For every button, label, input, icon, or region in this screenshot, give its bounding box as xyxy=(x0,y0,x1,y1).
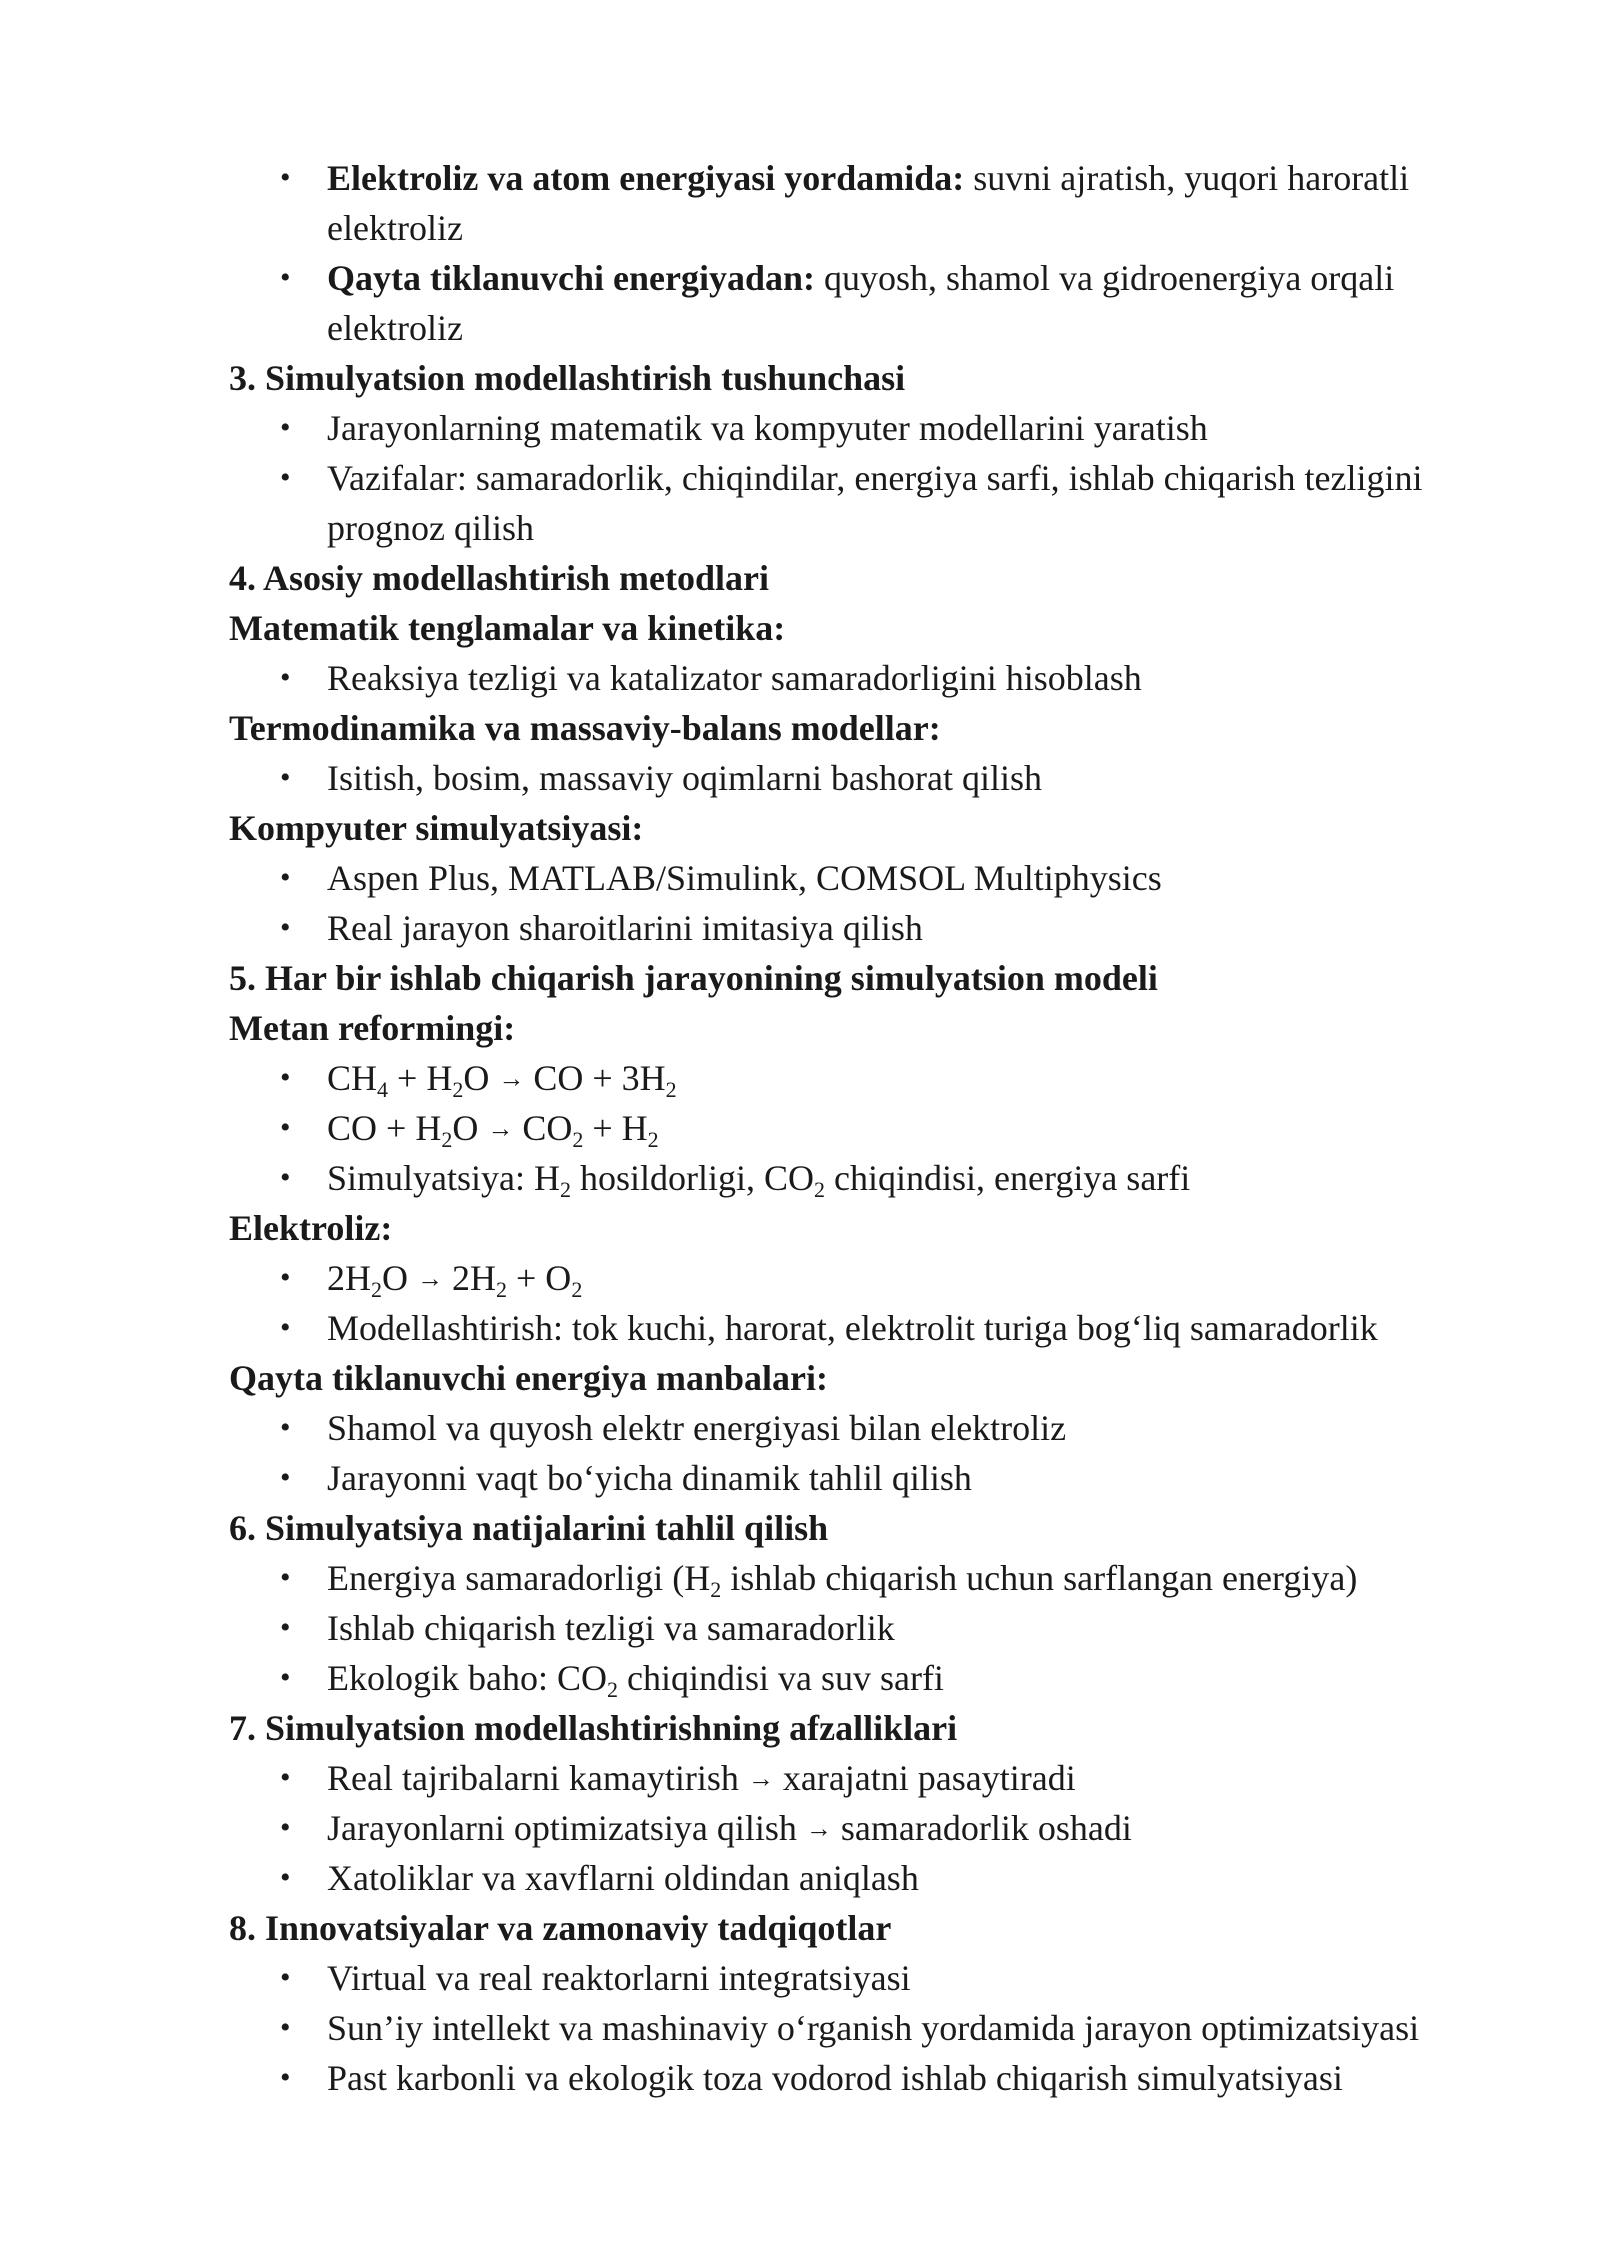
section-heading: 4. Asosiy modellashtirish metodlari xyxy=(229,558,770,598)
bullet: • xyxy=(280,1761,291,1794)
section-heading: 3. Simulyatsion modellashtirish tushunchasi xyxy=(229,358,906,398)
bullet: • xyxy=(280,661,291,694)
list-item-continuation: elektroliz xyxy=(327,208,463,248)
section-heading: 5. Har bir ishlab chiqarish jarayonining simulyatsion modeli xyxy=(229,958,1158,998)
list-item: Jarayonlarning matematik va kompyuter modellarini yaratish xyxy=(327,408,1208,448)
list-item xyxy=(327,1803,1132,1857)
bullet: • xyxy=(280,1061,291,1094)
list-item: Virtual va real reaktorlarni integratsiyasi xyxy=(327,1958,911,1998)
list-item: Past karbonli va ekologik toza vodorod ishlab chiqarish simulyatsiyasi xyxy=(327,2058,1343,2098)
list-item: Isitish, bosim, massaviy oqimlarni bashorat qilish xyxy=(327,758,1042,798)
bullet: • xyxy=(280,1411,291,1444)
bullet: • xyxy=(280,1561,291,1594)
bullet: • xyxy=(280,1261,291,1294)
subsection-heading: Elektroliz: xyxy=(229,1208,393,1248)
item-text: suvni ajratish, yuqori haroratli xyxy=(964,158,1410,198)
subsection-heading: Qayta tiklanuvchi energiya manbalari: xyxy=(229,1358,829,1398)
list-item: Aspen Plus, MATLAB/Simulink, COMSOL Multiphysics xyxy=(327,858,1162,898)
subsection-heading: Termodinamika va massaviy-balans modellar: xyxy=(229,708,941,748)
arrow-icon: → xyxy=(498,1064,525,1093)
list-item xyxy=(327,153,1409,203)
bullet: • xyxy=(280,411,291,444)
list-item: Jarayonni vaqt bo‘yicha dinamik tahlil qilish xyxy=(327,1458,972,1498)
bullet: • xyxy=(280,261,291,294)
bullet: • xyxy=(280,1961,291,1994)
section-heading: 7. Simulyatsion modellashtirishning afzalliklari xyxy=(229,1708,958,1748)
bullet: • xyxy=(280,1111,291,1144)
item-text: xarajatni pasaytiradi xyxy=(773,1758,1076,1798)
equation-electrolysis: $2H_2O \to 2H_2 + O_2$ xyxy=(327,1258,583,1302)
bullet: • xyxy=(280,1661,291,1694)
bullet: • xyxy=(280,1611,291,1644)
item-text: Real tajribalarni kamaytirish xyxy=(327,1758,748,1798)
list-item: Simulyatsiya: $H_2$ hosildorligi, $CO_2$ chiqindisi, energiya sarfi xyxy=(327,1158,1191,1202)
bullet: • xyxy=(280,1311,291,1344)
list-item xyxy=(327,253,1394,303)
list-item-continuation: prognoz qilish xyxy=(327,508,534,548)
list-item: Modellashtirish: tok kuchi, harorat, elektrolit turiga bog‘liq samaradorlik xyxy=(327,1308,1378,1348)
bullet: • xyxy=(280,1161,291,1194)
bullet: • xyxy=(280,461,291,494)
equation-methane-reforming: $CH_4 + H_2O$ → CO + $3H_2$ xyxy=(327,1058,677,1102)
list-item xyxy=(327,1753,1076,1807)
list-item: Sun’iy intellekt va mashinaviy o‘rganish yordamida jarayon optimizatsiyasi xyxy=(327,2008,1420,2048)
bullet: • xyxy=(280,161,291,194)
arrow-icon: → xyxy=(487,1114,514,1143)
list-item: Real jarayon sharoitlarini imitasiya qilish xyxy=(327,908,923,948)
list-item: Ekologik baho: $CO_2$ chiqindisi va suv sarfi xyxy=(327,1658,944,1702)
section-heading: 8. Innovatsiyalar va zamonaviy tadqiqotlar xyxy=(229,1908,892,1948)
subsection-heading: Matematik tenglamalar va kinetika: xyxy=(229,608,786,648)
list-item-continuation: elektroliz xyxy=(327,308,463,348)
item-bold-label: Elektroliz va atom energiyasi yordamida: xyxy=(327,158,965,198)
bullet: • xyxy=(280,1811,291,1844)
list-item: Energiya samaradorligi ($H_2$ ishlab chiqarish uchun sarflangan energiya) xyxy=(327,1558,1358,1602)
bullet: • xyxy=(280,761,291,794)
item-text: Jarayonlarni optimizatsiya qilish xyxy=(327,1808,806,1848)
item-text: quyosh, shamol va gidroenergiya orqali xyxy=(815,258,1395,298)
bullet: • xyxy=(280,861,291,894)
item-bold-label: Qayta tiklanuvchi energiyadan: xyxy=(327,258,816,298)
item-text: samaradorlik oshadi xyxy=(831,1808,1132,1848)
subsection-heading: Kompyuter simulyatsiyasi: xyxy=(229,808,644,848)
list-item: Xatoliklar va xavflarni oldindan aniqlash xyxy=(327,1858,919,1898)
equation-water-gas-shift: CO + $H_2O \to CO_2 + H_2$ xyxy=(327,1108,659,1152)
section-heading: 6. Simulyatsiya natijalarini tahlil qilish xyxy=(229,1508,829,1548)
bullet: • xyxy=(280,2011,291,2044)
bullet: • xyxy=(280,2061,291,2094)
list-item: Reaksiya tezligi va katalizator samaradorligini hisoblash xyxy=(327,658,1142,698)
bullet: • xyxy=(280,1461,291,1494)
bullet: • xyxy=(280,911,291,944)
arrow-icon: → xyxy=(805,1814,832,1843)
arrow-icon: → xyxy=(417,1264,443,1293)
list-item: Vazifalar: samaradorlik, chiqindilar, energiya sarfi, ishlab chiqarish tezligini xyxy=(327,458,1423,498)
list-item: Ishlab chiqarish tezligi va samaradorlik xyxy=(327,1608,895,1648)
arrow-icon: → xyxy=(747,1764,774,1793)
list-item: Shamol va quyosh elektr energiyasi bilan elektroliz xyxy=(327,1408,1067,1448)
subsection-heading: Metan reformingi: xyxy=(229,1008,516,1048)
bullet: • xyxy=(280,1861,291,1894)
